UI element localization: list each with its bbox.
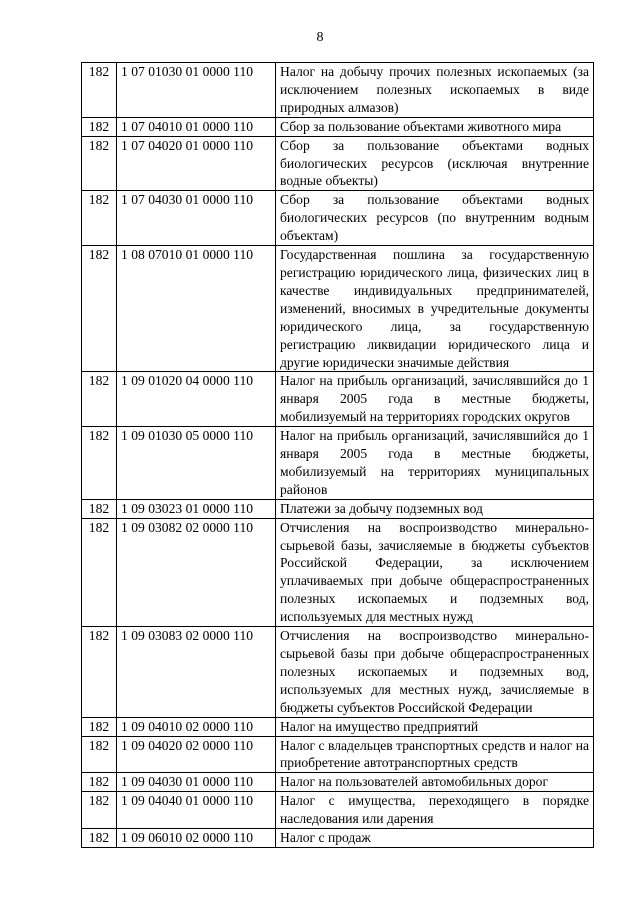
budget-code-cell: 1 09 03083 02 0000 110	[117, 627, 276, 718]
budget-code-cell: 1 09 01020 04 0000 110	[117, 372, 276, 427]
revenue-name-cell: Налог с продаж	[276, 829, 594, 848]
admin-code-cell: 182	[82, 736, 117, 773]
admin-code-cell: 182	[82, 246, 117, 372]
admin-code-cell: 182	[82, 627, 117, 718]
admin-code-cell: 182	[82, 136, 117, 191]
admin-code-cell: 182	[82, 773, 117, 792]
table-row	[82, 736, 594, 773]
admin-code-cell: 182	[82, 717, 117, 736]
revenue-name-cell: Платежи за добычу подземных вод	[276, 499, 594, 518]
admin-code-cell: 182	[82, 63, 117, 118]
table-body	[82, 63, 594, 848]
admin-code-cell: 182	[82, 792, 117, 829]
admin-code-cell: 182	[82, 372, 117, 427]
admin-code-cell: 182	[82, 829, 117, 848]
table-row	[82, 372, 594, 427]
page-number: 8	[316, 30, 324, 45]
budget-codes-table	[81, 62, 594, 848]
table-row	[82, 191, 594, 246]
budget-code-cell: 1 09 04040 01 0000 110	[117, 792, 276, 829]
admin-code-cell: 182	[82, 518, 117, 626]
revenue-name-cell: Налог с владельцев транспортных средств и налог на приобретение автотранспортных средств	[276, 736, 594, 773]
revenue-name-cell: Налог на имущество предприятий	[276, 717, 594, 736]
revenue-name-cell: Сбор за пользование объектами водных биологических ресурсов (исключая внутренние водные объекты)	[276, 136, 594, 191]
table-row	[82, 773, 594, 792]
revenue-name-cell: Сбор за пользование объектами водных биологических ресурсов (по внутренним водным объектам)	[276, 191, 594, 246]
admin-code-cell: 182	[82, 499, 117, 518]
budget-code-cell: 1 07 01030 01 0000 110	[117, 63, 276, 118]
budget-code-cell: 1 09 04010 02 0000 110	[117, 717, 276, 736]
table-row	[82, 792, 594, 829]
budget-code-cell: 1 07 04010 01 0000 110	[117, 117, 276, 136]
revenue-name-cell: Налог на прибыль организаций, зачислявшийся до 1 января 2005 года в местные бюджеты, мобилизуемый на территориях муниципальных районов	[276, 427, 594, 500]
admin-code-cell: 182	[82, 117, 117, 136]
table-row	[82, 63, 594, 118]
budget-code-cell: 1 09 04030 01 0000 110	[117, 773, 276, 792]
revenue-name-cell: Налог на прибыль организаций, зачислявшийся до 1 января 2005 года в местные бюджеты, мобилизуемый на территориях городских округов	[276, 372, 594, 427]
revenue-name-cell: Налог на пользователей автомобильных дорог	[276, 773, 594, 792]
table-row	[82, 117, 594, 136]
budget-code-cell: 1 09 01030 05 0000 110	[117, 427, 276, 500]
revenue-name-cell: Налог на добычу прочих полезных ископаемых (за исключением полезных ископаемых в виде природных алмазов)	[276, 63, 594, 118]
revenue-name-cell: Государственная пошлина за государственную регистрацию юридического лица, физических лиц в качестве индивидуальных предпринимателей, изменений, вносимых в учредительные документы юридического лица, за государственную регистрацию ликвидации юридического лица и другие юридически значимые действия	[276, 246, 594, 372]
revenue-name-cell: Отчисления на воспроизводство минерально-сырьевой базы при добыче общераспространенных полезных ископаемых и подземных вод, используемых для местных нужд, зачисляемые в бюджеты субъектов Российской Федерации	[276, 627, 594, 718]
table-row	[82, 518, 594, 626]
table-row	[82, 427, 594, 500]
budget-code-cell: 1 08 07010 01 0000 110	[117, 246, 276, 372]
revenue-name-cell: Сбор за пользование объектами животного мира	[276, 117, 594, 136]
admin-code-cell: 182	[82, 191, 117, 246]
budget-code-cell: 1 09 04020 02 0000 110	[117, 736, 276, 773]
budget-code-cell: 1 09 03082 02 0000 110	[117, 518, 276, 626]
admin-code-cell: 182	[82, 427, 117, 500]
table-row	[82, 136, 594, 191]
table-row	[82, 717, 594, 736]
table-row	[82, 829, 594, 848]
budget-code-cell: 1 07 04030 01 0000 110	[117, 191, 276, 246]
budget-code-cell: 1 09 03023 01 0000 110	[117, 499, 276, 518]
revenue-name-cell: Отчисления на воспроизводство минерально-сырьевой базы, зачисляемые в бюджеты субъектов Российской Федерации, за исключением уплачиваемых при добыче общераспространенных полезных ископаемых и подземных вод, используемых для местных нужд	[276, 518, 594, 626]
revenue-name-cell: Налог с имущества, переходящего в порядке наследования или дарения	[276, 792, 594, 829]
budget-code-cell: 1 07 04020 01 0000 110	[117, 136, 276, 191]
table-row	[82, 499, 594, 518]
table-row	[82, 246, 594, 372]
table-row	[82, 627, 594, 718]
budget-code-cell: 1 09 06010 02 0000 110	[117, 829, 276, 848]
